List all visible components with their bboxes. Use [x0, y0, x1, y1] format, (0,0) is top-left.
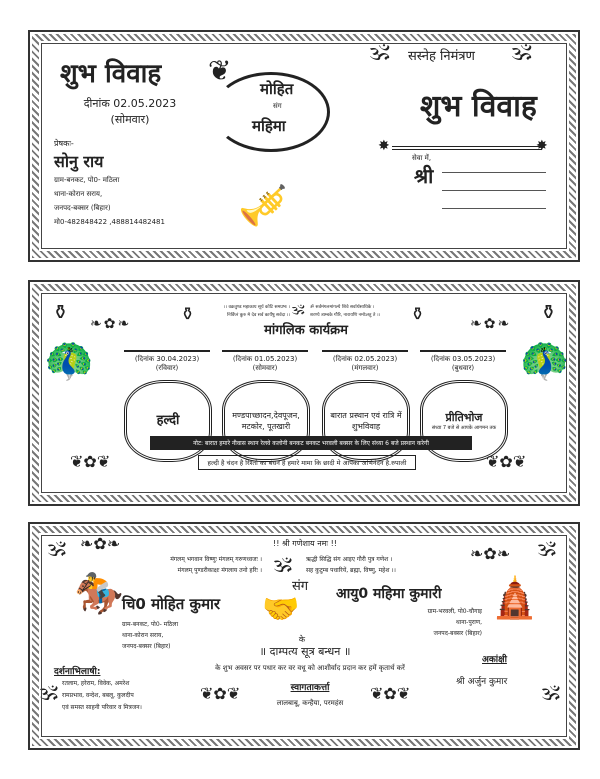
joined-hands-icon: 🤝 — [262, 592, 300, 627]
date: दीनांक 02.05.2023 — [83, 97, 177, 110]
address-line-blank[interactable] — [442, 172, 546, 173]
address-line-blank[interactable] — [442, 208, 546, 209]
groom-name: चि0 मोहित कुमार — [122, 595, 221, 613]
ganesh-icon: 🕉 — [292, 302, 305, 318]
ganesh-icon: 🕉 — [542, 680, 560, 704]
shloka-line: मंगलम् भगवान विष्णुः मंगलम् गरुणध्वजः । — [170, 556, 262, 563]
mantra-line: ।। वक्रतुण्ड महाकाय सूर्य कोटि समप्रभः । — [223, 305, 290, 310]
sender-name: सोनु राय — [54, 152, 104, 171]
event-name: मण्डपाच्छादन,देवपूजन, मटकोर, पूतखारी — [232, 410, 300, 431]
ganesh-icon: 🕉 — [48, 536, 66, 560]
ganesh-icon: 🕉 — [370, 40, 390, 65]
darshan-line: रतलाम, हरेराम, विवेक, अमरेश — [62, 680, 130, 687]
groom-address-line: जनपद-बक्सर (बिहार) — [122, 643, 171, 650]
event-frame — [322, 380, 410, 462]
event-name: प्रीतिभोज — [445, 410, 483, 424]
groom-address-line: ग्राम-बनकट, पो0- मठिला — [122, 621, 178, 628]
couplet-box: हल्दी है चंदन है रिश्तो का बंधन है हमारे मामा कि छादी मे आपका अभिनंदन है.रुपाली — [198, 455, 416, 470]
floral-ornament-icon: ❦✿❦ — [370, 684, 411, 703]
seva-label: सेवा में, — [412, 154, 432, 162]
peacock-icon: 🦚 — [520, 338, 570, 384]
event-frame — [124, 380, 212, 462]
address-line-blank[interactable] — [442, 190, 546, 191]
shloka-line: मंगलम् पुण्डरीकाक्षः मंगलाय तनो हरिः । — [177, 567, 262, 574]
mantra-line: निर्विघ्नं कुरु मे देव सर्व कार्येषु सर्वदा ।। — [226, 313, 290, 318]
event-day: (बुधवार) — [451, 364, 475, 373]
event-day: (सोमवार) — [252, 364, 278, 373]
bride-address-line: जनपद-बक्सर (बिहार) — [433, 630, 482, 637]
darshan-label: दर्शनाभिलाषी: — [54, 667, 101, 677]
floral-swirl-icon: ❦ — [208, 54, 232, 87]
bride-name: आयु0 महिमा कुमारी — [336, 586, 442, 602]
shehnai-player-icon: 🎺 — [238, 183, 288, 229]
peacock-icon: 🦚 — [44, 338, 94, 384]
floral-ornament-icon: ❧✿❧ — [90, 316, 132, 332]
invitation-text: सस्नेह निमंत्रण — [408, 49, 475, 64]
phone: मो0-482848422 ,488814482481 — [54, 218, 165, 226]
ganesh-icon: 🕉 — [40, 680, 58, 704]
mantra-line: शरण्ये त्र्यम्बके गौरि, नारायणि नमोऽस्तु ते ।। — [310, 313, 381, 318]
event-note: संध्या 7 बजे से आपके आगमन तक — [431, 425, 497, 432]
groom-name: मोहित — [260, 80, 294, 98]
darshan-line: रामप्रभाव, वन्देश, बबलू, कुलदीप — [62, 692, 134, 699]
swagat-label: स्वागताकर्त्ता — [290, 683, 330, 693]
shloka-line: ऋद्धी सिद्धि संग आइए गौरी पुत्र गणेश । — [306, 556, 393, 563]
envelope-card — [28, 30, 580, 262]
event-day: (मंगलवार) — [351, 364, 379, 373]
program-heading: मांगलिक कार्यक्रम — [264, 323, 348, 338]
kalash-icon: ⚱ — [180, 304, 196, 325]
event-date: (दिनांक 30.04.2023) — [134, 355, 200, 363]
event-date: (दिनांक 03.05.2023) — [430, 355, 496, 363]
ganesh-icon: 🕉 — [512, 40, 532, 65]
event-frame — [420, 380, 508, 462]
sang-heart: संग — [273, 102, 282, 110]
big-shubh-vivah: शुभ विवाह — [420, 89, 537, 124]
program-card — [28, 280, 580, 506]
floral-ornament-icon: ❦✿❦ — [486, 452, 527, 471]
sender-label: प्रेषकः- — [54, 139, 74, 148]
event-day: (रविवार) — [155, 364, 179, 373]
mantra-line: ॐ सर्वमंगलमांगल्ये शिवे सर्वार्थसाधिके । — [310, 305, 375, 310]
kalash-icon: ⚱ — [52, 300, 69, 324]
floral-ornament-icon: ❦✿❦ — [200, 684, 241, 703]
ke-label: के — [298, 635, 306, 644]
darshan-line: एवं समस्त साहनी परिवार व मित्रजन। — [62, 704, 142, 711]
address-line: ग्राम-बनकट, पो0- मठिला — [54, 176, 120, 184]
shubh-vivah-title: शुभ विवाह — [60, 59, 162, 89]
kalash-icon: ⚱ — [540, 300, 557, 324]
event-name: बारात प्रस्थान एवं रात्रि में शुभविवाह — [330, 410, 402, 431]
swagat-names: लालबाबू, कन्हैया, परमहंस — [276, 699, 344, 707]
bandhan-title: ॥ दाम्पत्य सूत्र बन्धन ॥ — [259, 645, 351, 658]
bride-doli-icon: 🛕 — [490, 575, 540, 621]
bride-name: महिमा — [252, 117, 286, 135]
shloka-line: सह कुटुम्ब पधारियें, ब्रह्मा, विष्णु, महेश ।। — [306, 567, 396, 574]
couple-oval — [212, 72, 330, 152]
day: (सोमवार) — [110, 113, 150, 126]
floral-ornament-icon: ❧✿❧ — [470, 544, 511, 563]
kalash-icon: ⚱ — [410, 304, 426, 325]
floral-ornament-icon: ❧✿❧ — [470, 316, 512, 332]
bride-address-line: ग्राम-भरवली, पो0-चौगाइ — [427, 608, 482, 615]
akanshi-label: अकांक्षी — [482, 655, 507, 665]
event-name: हल्दी — [156, 412, 180, 428]
shri-label: श्री — [414, 164, 434, 188]
akanshi-name: श्री अर्जुन कुमार — [456, 677, 508, 687]
flower-icon: ✸ — [536, 138, 548, 154]
blessing-text: के शुभ अवसर पर पधार कर वर वधू को आशीर्वाद प्रदान कर हमें कृतार्थ करें — [215, 664, 405, 672]
toran-bar — [392, 146, 542, 150]
ganesh-salutation: !! श्री गणेशाय नमः !! — [272, 539, 337, 548]
event-frame — [222, 380, 310, 462]
groom-address-line: थाना-कोरान सराय, — [122, 632, 164, 639]
sang-label: संग — [292, 579, 309, 594]
invitation-card — [28, 522, 580, 750]
address-line: जनपद-बक्सर (बिहार) — [54, 204, 111, 212]
floral-ornament-icon: ❦✿❦ — [70, 452, 111, 471]
floral-ornament-icon: ❧✿❧ — [80, 534, 121, 553]
note-banner: नोट: बारात हमारे नीवास स्थान रेलवे कलोनी बनकट बनकट भरवली बक्सर के लिए संध्या 6 बजे प्रस्थान करेगी — [150, 436, 472, 450]
groom-on-horse-icon: 🏇 — [74, 571, 124, 617]
address-line: थाना-कोरान सराय, — [54, 190, 103, 198]
bride-address-line: थाना-पुराण, — [455, 619, 482, 626]
flower-icon: ✸ — [378, 138, 390, 154]
event-date: (दिनांक 02.05.2023) — [332, 355, 398, 363]
ganesh-icon: 🕉 — [274, 552, 292, 576]
event-date: (दिनांक 01.05.2023) — [232, 355, 298, 363]
ganesh-icon: 🕉 — [538, 536, 556, 560]
